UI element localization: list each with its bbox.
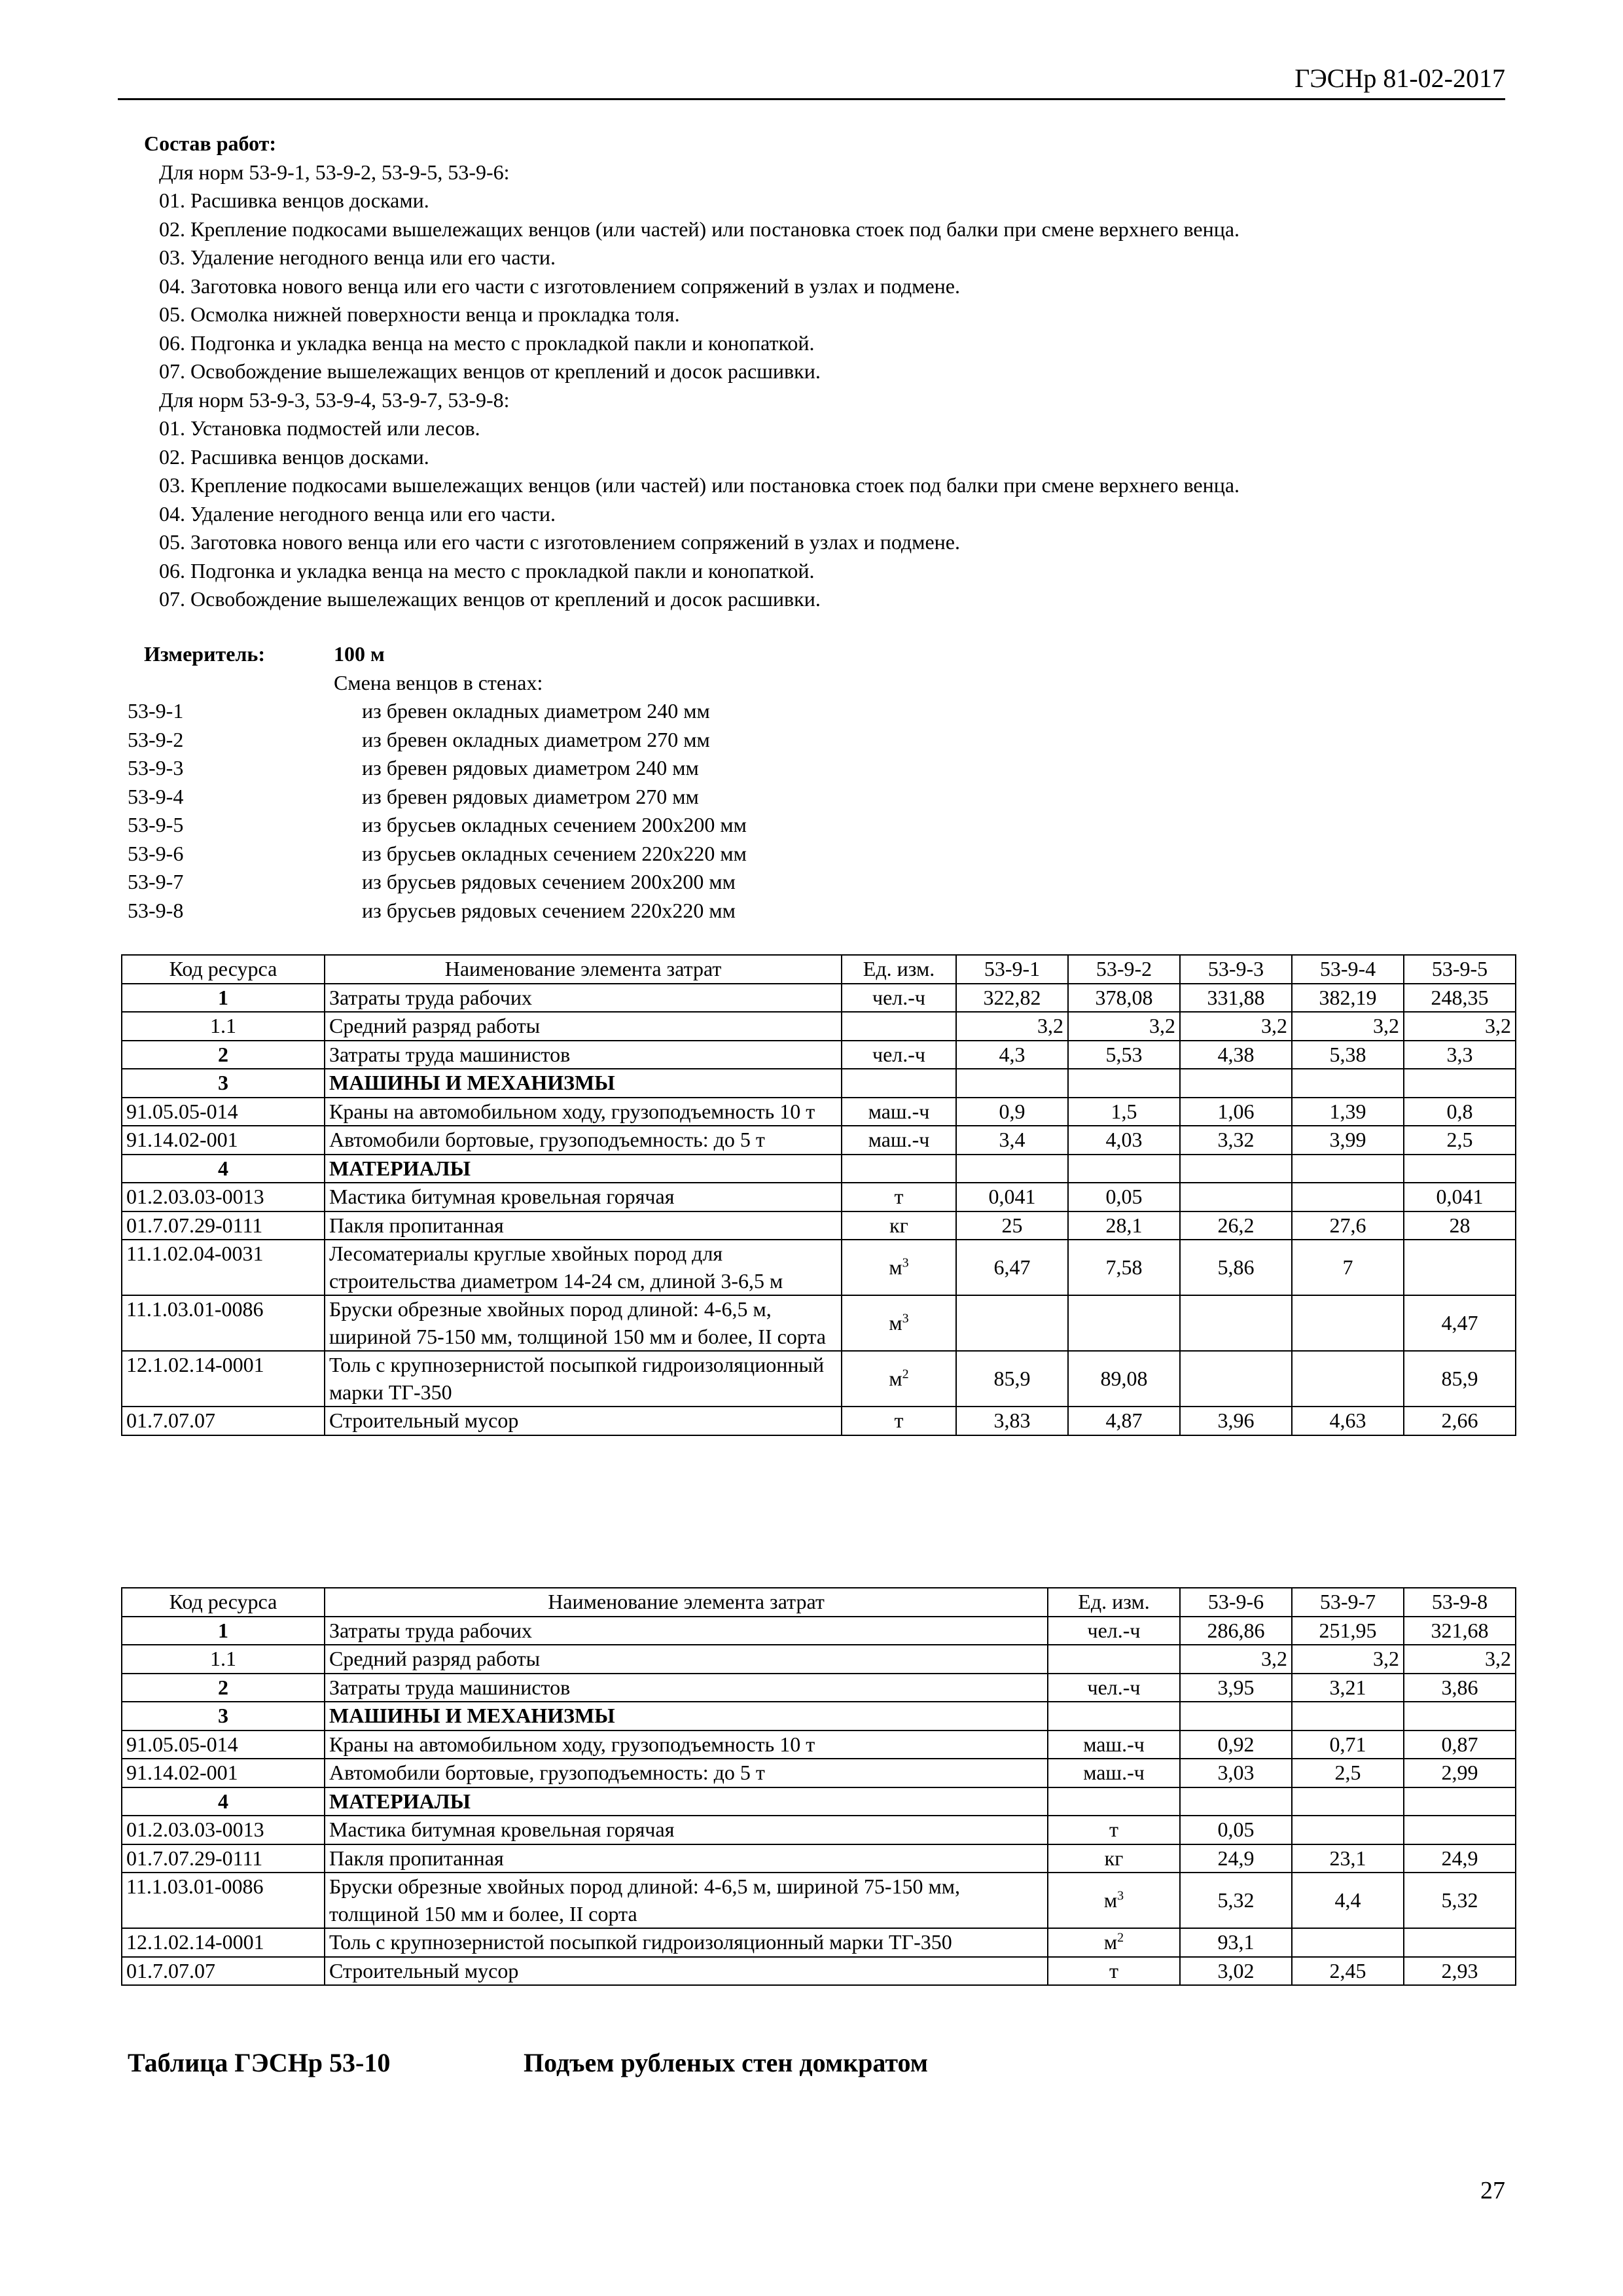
norm-name: из брусьев рядовых сечением 220х220 мм xyxy=(362,898,736,922)
value-cell: 0,87 xyxy=(1404,1731,1516,1759)
value-cell xyxy=(1292,1351,1404,1407)
value-cell xyxy=(1180,1069,1292,1098)
resource-code: 1.1 xyxy=(122,1645,325,1674)
value-cell: 5,38 xyxy=(1292,1041,1404,1069)
resource-name: Средний разряд работы xyxy=(325,1645,1048,1674)
value-cell: 2,93 xyxy=(1404,1957,1516,1986)
resource-code: 01.7.07.29-0111 xyxy=(122,1844,325,1873)
resource-name: Толь с крупнозернистой посыпкой гидроизоляционный марки ТГ-350 xyxy=(325,1928,1048,1957)
value-cell: 3,3 xyxy=(1404,1041,1516,1069)
resource-name: Затраты труда машинистов xyxy=(325,1041,842,1069)
value-cell xyxy=(1404,1928,1516,1957)
value-cell xyxy=(1180,1155,1292,1183)
value-cell: 0,05 xyxy=(1068,1183,1180,1211)
resource-name: МАТЕРИАЛЫ xyxy=(325,1155,842,1183)
resource-code: 91.14.02-001 xyxy=(122,1126,325,1155)
resource-code: 91.05.05-014 xyxy=(122,1098,325,1126)
resource-code: 11.1.03.01-0086 xyxy=(122,1873,325,1928)
value-cell: 3,2 xyxy=(1180,1012,1292,1041)
norm-name: из бревен рядовых диаметром 240 мм xyxy=(362,756,699,780)
resource-code: 3 xyxy=(122,1069,325,1098)
work-line: 01. Установка подмостей или лесов. xyxy=(159,416,480,440)
column-header: 53-9-1 xyxy=(956,955,1068,984)
resource-name: МАТЕРИАЛЫ xyxy=(325,1787,1048,1816)
value-cell: 0,8 xyxy=(1404,1098,1516,1126)
value-cell: 2,5 xyxy=(1292,1759,1404,1787)
value-cell xyxy=(1180,1295,1292,1351)
value-cell: 1,5 xyxy=(1068,1098,1180,1126)
column-header: 53-9-6 xyxy=(1180,1588,1292,1617)
value-cell xyxy=(1180,1787,1292,1816)
unit-cell: $м^2$ xyxy=(1048,1928,1180,1957)
table-row xyxy=(122,1183,1516,1211)
resource-name: Затраты труда рабочих xyxy=(325,1617,1048,1645)
value-cell: 1,06 xyxy=(1180,1098,1292,1126)
value-cell xyxy=(1292,1928,1404,1957)
resource-name: Пакля пропитанная xyxy=(325,1844,1048,1873)
value-cell: 3,02 xyxy=(1180,1957,1292,1986)
unit-cell: т xyxy=(1048,1816,1180,1844)
resource-name: Строительный мусор xyxy=(325,1407,842,1435)
resource-code: 01.7.07.29-0111 xyxy=(122,1211,325,1240)
resource-code: 01.7.07.07 xyxy=(122,1407,325,1435)
value-cell xyxy=(1404,1816,1516,1844)
resource-code: 2 xyxy=(122,1041,325,1069)
value-cell: 382,19 xyxy=(1292,984,1404,1013)
work-composition xyxy=(144,130,1240,614)
value-cell: 4,03 xyxy=(1068,1126,1180,1155)
value-cell: 378,08 xyxy=(1068,984,1180,1013)
unit-cell xyxy=(842,1155,956,1183)
value-cell: 3,2 xyxy=(1180,1645,1292,1674)
value-cell: 2,5 xyxy=(1404,1126,1516,1155)
value-cell xyxy=(1180,1351,1292,1407)
resource-name: МАШИНЫ И МЕХАНИЗМЫ xyxy=(325,1702,1048,1731)
value-cell xyxy=(1068,1069,1180,1098)
next-table-heading xyxy=(128,2047,928,2078)
value-cell: 0,92 xyxy=(1180,1731,1292,1759)
value-cell: 3,03 xyxy=(1180,1759,1292,1787)
value-cell: 286,86 xyxy=(1180,1617,1292,1645)
work-line: 01. Расшивка венцов досками. xyxy=(159,188,429,212)
page-number: 27 xyxy=(1480,2177,1505,2204)
table-row xyxy=(122,1012,1516,1041)
work-line: 05. Заготовка нового венца или его части с изготовлением сопряжений в узлах и подмене. xyxy=(159,530,960,554)
work-line: 07. Освобождение вышележащих венцов от креплений и досок расшивки. xyxy=(159,587,821,611)
column-header: 53-9-8 xyxy=(1404,1588,1516,1617)
value-cell: 3,32 xyxy=(1180,1126,1292,1155)
measure-subtitle: Смена венцов в стенах: xyxy=(334,670,543,694)
unit-cell: т xyxy=(842,1407,956,1435)
work-line: 04. Удаление негодного венца или его части. xyxy=(159,501,556,526)
norm-code: 53-9-4 xyxy=(128,784,184,808)
table-row xyxy=(122,1351,1516,1407)
value-cell: 4,4 xyxy=(1292,1873,1404,1928)
table-row xyxy=(122,1240,1516,1295)
value-cell: 3,2 xyxy=(1292,1645,1404,1674)
unit-cell: маш.-ч xyxy=(1048,1759,1180,1787)
value-cell: 23,1 xyxy=(1292,1844,1404,1873)
value-cell: 2,66 xyxy=(1404,1407,1516,1435)
value-cell: 3,4 xyxy=(956,1126,1068,1155)
value-cell xyxy=(1292,1069,1404,1098)
unit-cell xyxy=(842,1069,956,1098)
norm-name: из брусьев окладных сечением 220х220 мм xyxy=(362,841,747,865)
value-cell: 321,68 xyxy=(1404,1617,1516,1645)
column-header: 53-9-5 xyxy=(1404,955,1516,984)
value-cell: 251,95 xyxy=(1292,1617,1404,1645)
column-header: 53-9-7 xyxy=(1292,1588,1404,1617)
table-row xyxy=(122,1928,1516,1957)
table-row xyxy=(122,1873,1516,1928)
next-table-label: Таблица ГЭСНр 53-10 xyxy=(128,2048,391,2077)
unit-cell: маш.-ч xyxy=(1048,1731,1180,1759)
unit-cell: чел.-ч xyxy=(1048,1674,1180,1702)
value-cell: 2,45 xyxy=(1292,1957,1404,1986)
unit-cell: т xyxy=(1048,1957,1180,1986)
value-cell: 322,82 xyxy=(956,984,1068,1013)
work-line: 03. Крепление подкосами вышележащих венцов (или частей) или постановка стоек под балки при смене верхнего венца. xyxy=(159,473,1240,497)
work-line: Для норм 53-9-3, 53-9-4, 53-9-7, 53-9-8: xyxy=(159,387,510,412)
value-cell: 85,9 xyxy=(1404,1351,1516,1407)
norm-name: из бревен окладных диаметром 240 мм xyxy=(362,699,710,723)
resource-code: 4 xyxy=(122,1787,325,1816)
resource-code: 01.2.03.03-0013 xyxy=(122,1183,325,1211)
norm-code: 53-9-3 xyxy=(128,756,184,780)
value-cell xyxy=(1292,1816,1404,1844)
resource-name: МАШИНЫ И МЕХАНИЗМЫ xyxy=(325,1069,842,1098)
unit-cell xyxy=(1048,1645,1180,1674)
unit-cell: маш.-ч xyxy=(842,1126,956,1155)
norm-code: 53-9-7 xyxy=(128,870,184,893)
resource-code: 1 xyxy=(122,984,325,1013)
value-cell: 0,9 xyxy=(956,1098,1068,1126)
value-cell: 3,2 xyxy=(1404,1645,1516,1674)
unit-cell xyxy=(1048,1787,1180,1816)
work-line: Для норм 53-9-1, 53-9-2, 53-9-5, 53-9-6: xyxy=(159,160,510,184)
norm-code: 53-9-1 xyxy=(128,699,184,723)
value-cell: 5,86 xyxy=(1180,1240,1292,1295)
resource-table-1 xyxy=(121,954,1516,1436)
resource-code: 11.1.02.04-0031 xyxy=(122,1240,325,1295)
norm-code: 53-9-2 xyxy=(128,727,184,751)
unit-cell: чел.-ч xyxy=(842,1041,956,1069)
running-header xyxy=(118,63,1505,100)
document-code: ГЭСНр 81-02-2017 xyxy=(1294,63,1505,93)
norm-code: 53-9-8 xyxy=(128,898,184,922)
column-header: Код ресурса xyxy=(122,1588,325,1617)
measure-label: Измеритель: xyxy=(144,642,265,666)
value-cell: 25 xyxy=(956,1211,1068,1240)
resource-code: 12.1.02.14-0001 xyxy=(122,1351,325,1407)
unit-cell: т xyxy=(842,1183,956,1211)
resource-code: 2 xyxy=(122,1674,325,1702)
unit-cell: маш.-ч xyxy=(842,1098,956,1126)
value-cell xyxy=(1180,1702,1292,1731)
value-cell: 3,2 xyxy=(1404,1012,1516,1041)
value-cell: 3,2 xyxy=(1292,1012,1404,1041)
resource-code: 01.2.03.03-0013 xyxy=(122,1816,325,1844)
value-cell: 27,6 xyxy=(1292,1211,1404,1240)
work-line: 02. Расшивка венцов досками. xyxy=(159,444,429,469)
table-row xyxy=(122,984,1516,1013)
measure-unit: 100 м xyxy=(334,642,385,666)
resource-code: 11.1.03.01-0086 xyxy=(122,1295,325,1351)
table-row xyxy=(122,1731,1516,1759)
column-header: 53-9-4 xyxy=(1292,955,1404,984)
table-row xyxy=(122,1041,1516,1069)
table-row xyxy=(122,1098,1516,1126)
table-row xyxy=(122,1787,1516,1816)
value-cell: 1,39 xyxy=(1292,1098,1404,1126)
value-cell xyxy=(1292,1183,1404,1211)
resource-name: Затраты труда машинистов xyxy=(325,1674,1048,1702)
value-cell xyxy=(1180,1183,1292,1211)
resource-name: Толь с крупнозернистой посыпкой гидроизоляционный марки ТГ-350 xyxy=(325,1351,842,1407)
resource-name: Автомобили бортовые, грузоподъемность: до 5 т xyxy=(325,1759,1048,1787)
unit-cell xyxy=(1048,1702,1180,1731)
value-cell xyxy=(956,1069,1068,1098)
resource-code: 1 xyxy=(122,1617,325,1645)
value-cell: 331,88 xyxy=(1180,984,1292,1013)
value-cell xyxy=(1292,1702,1404,1731)
resource-code: 3 xyxy=(122,1702,325,1731)
table-row xyxy=(122,1957,1516,1986)
unit-cell: чел.-ч xyxy=(842,984,956,1013)
table-row xyxy=(122,1069,1516,1098)
resource-code: 91.05.05-014 xyxy=(122,1731,325,1759)
value-cell: 4,87 xyxy=(1068,1407,1180,1435)
value-cell: 248,35 xyxy=(1404,984,1516,1013)
work-line: 06. Подгонка и укладка венца на место с прокладкой пакли и конопаткой. xyxy=(159,558,815,583)
value-cell: 89,08 xyxy=(1068,1351,1180,1407)
value-cell: 5,32 xyxy=(1180,1873,1292,1928)
value-cell: 3,2 xyxy=(956,1012,1068,1041)
resource-name: Бруски обрезные хвойных пород длиной: 4-6,5 м, шириной 75-150 мм, толщиной 150 мм и более, II сорта xyxy=(325,1295,842,1351)
resource-name: Средний разряд работы xyxy=(325,1012,842,1041)
work-heading: Состав работ: xyxy=(144,132,277,155)
value-cell: 3,83 xyxy=(956,1407,1068,1435)
unit-cell: $м^3$ xyxy=(842,1295,956,1351)
next-table-title: Подъем рубленых стен домкратом xyxy=(524,2048,928,2077)
unit-cell: чел.-ч xyxy=(1048,1617,1180,1645)
table-row xyxy=(122,1759,1516,1787)
value-cell: 24,9 xyxy=(1180,1844,1292,1873)
unit-cell: $м^3$ xyxy=(1048,1873,1180,1928)
value-cell: 85,9 xyxy=(956,1351,1068,1407)
value-cell xyxy=(1404,1069,1516,1098)
table-row xyxy=(122,1844,1516,1873)
norm-name: из бревен окладных диаметром 270 мм xyxy=(362,727,710,751)
value-cell xyxy=(1404,1702,1516,1731)
work-line: 05. Осмолка нижней поверхности венца и прокладка толя. xyxy=(159,302,680,326)
work-line: 07. Освобождение вышележащих венцов от креплений и досок расшивки. xyxy=(159,359,821,383)
value-cell: 3,96 xyxy=(1180,1407,1292,1435)
resource-name: Лесоматериалы круглые хвойных пород для строительства диаметром 14-24 см, длиной 3-6,5 м xyxy=(325,1240,842,1295)
resource-code: 12.1.02.14-0001 xyxy=(122,1928,325,1957)
unit-cell: кг xyxy=(842,1211,956,1240)
value-cell: 4,63 xyxy=(1292,1407,1404,1435)
table-row xyxy=(122,1617,1516,1645)
unit-cell: кг xyxy=(1048,1844,1180,1873)
value-cell: 0,041 xyxy=(956,1183,1068,1211)
value-cell: 2,99 xyxy=(1404,1759,1516,1787)
resource-code: 4 xyxy=(122,1155,325,1183)
unit-cell xyxy=(842,1012,956,1041)
resource-name: Мастика битумная кровельная горячая xyxy=(325,1183,842,1211)
value-cell xyxy=(1404,1787,1516,1816)
table-row xyxy=(122,1407,1516,1435)
value-cell: 24,9 xyxy=(1404,1844,1516,1873)
value-cell: 5,32 xyxy=(1404,1873,1516,1928)
norm-code: 53-9-5 xyxy=(128,813,184,836)
value-cell xyxy=(1404,1240,1516,1295)
value-cell xyxy=(956,1295,1068,1351)
value-cell xyxy=(1404,1155,1516,1183)
table-row xyxy=(122,1645,1516,1674)
value-cell: 28 xyxy=(1404,1211,1516,1240)
norm-name: из брусьев окладных сечением 200х200 мм xyxy=(362,813,747,836)
resource-name: Краны на автомобильном ходу, грузоподъемность 10 т xyxy=(325,1731,1048,1759)
resource-name: Затраты труда рабочих xyxy=(325,984,842,1013)
column-header: 53-9-2 xyxy=(1068,955,1180,984)
work-lines xyxy=(144,158,1240,614)
table-row xyxy=(122,1126,1516,1155)
value-cell: 5,53 xyxy=(1068,1041,1180,1069)
value-cell: 6,47 xyxy=(956,1240,1068,1295)
value-cell: 93,1 xyxy=(1180,1928,1292,1957)
value-cell xyxy=(1068,1155,1180,1183)
resource-name: Краны на автомобильном ходу, грузоподъемность 10 т xyxy=(325,1098,842,1126)
column-header: Код ресурса xyxy=(122,955,325,984)
norm-name: из бревен рядовых диаметром 270 мм xyxy=(362,784,699,808)
table-row xyxy=(122,1674,1516,1702)
value-cell xyxy=(1292,1787,1404,1816)
column-header: Наименование элемента затрат xyxy=(325,1588,1048,1617)
column-header: Ед. изм. xyxy=(842,955,956,984)
value-cell xyxy=(1068,1295,1180,1351)
value-cell: 7,58 xyxy=(1068,1240,1180,1295)
value-cell: 26,2 xyxy=(1180,1211,1292,1240)
resource-name: Автомобили бортовые, грузоподъемность: до 5 т xyxy=(325,1126,842,1155)
table-row xyxy=(122,1702,1516,1731)
resource-name: Бруски обрезные хвойных пород длиной: 4-6,5 м, шириной 75-150 мм, толщиной 150 мм и более, II сорта xyxy=(325,1873,1048,1928)
work-line: 03. Удаление негодного венца или его части. xyxy=(159,245,556,269)
table-row xyxy=(122,1295,1516,1351)
resource-code: 91.14.02-001 xyxy=(122,1759,325,1787)
table-row xyxy=(122,1155,1516,1183)
value-cell: 28,1 xyxy=(1068,1211,1180,1240)
work-line: 06. Подгонка и укладка венца на место с прокладкой пакли и конопаткой. xyxy=(159,331,815,355)
column-header: Наименование элемента затрат xyxy=(325,955,842,984)
unit-cell: $м^3$ xyxy=(842,1240,956,1295)
norm-code: 53-9-6 xyxy=(128,841,184,865)
resource-code: 1.1 xyxy=(122,1012,325,1041)
value-cell xyxy=(1292,1295,1404,1351)
value-cell xyxy=(1292,1155,1404,1183)
value-cell: 3,2 xyxy=(1068,1012,1180,1041)
value-cell: 4,3 xyxy=(956,1041,1068,1069)
resource-code: 01.7.07.07 xyxy=(122,1957,325,1986)
value-cell xyxy=(956,1155,1068,1183)
value-cell: 3,86 xyxy=(1404,1674,1516,1702)
norm-name: из брусьев рядовых сечением 200х200 мм xyxy=(362,870,736,893)
unit-cell: $м^2$ xyxy=(842,1351,956,1407)
value-cell: 3,95 xyxy=(1180,1674,1292,1702)
value-cell: 7 xyxy=(1292,1240,1404,1295)
column-header: 53-9-3 xyxy=(1180,955,1292,984)
work-line: 04. Заготовка нового венца или его части с изготовлением сопряжений в узлах и подмене. xyxy=(159,274,960,298)
column-header: Ед. изм. xyxy=(1048,1588,1180,1617)
work-line: 02. Крепление подкосами вышележащих венцов (или частей) или постановка стоек под балки при смене верхнего венца. xyxy=(159,217,1240,241)
resource-name: Строительный мусор xyxy=(325,1957,1048,1986)
value-cell: 0,71 xyxy=(1292,1731,1404,1759)
value-cell: 4,47 xyxy=(1404,1295,1516,1351)
value-cell: 0,041 xyxy=(1404,1183,1516,1211)
value-cell: 3,99 xyxy=(1292,1126,1404,1155)
resource-table-2 xyxy=(121,1587,1516,1986)
resource-name: Пакля пропитанная xyxy=(325,1211,842,1240)
value-cell: 0,05 xyxy=(1180,1816,1292,1844)
table-row xyxy=(122,1211,1516,1240)
value-cell: 3,21 xyxy=(1292,1674,1404,1702)
value-cell: 4,38 xyxy=(1180,1041,1292,1069)
table-row xyxy=(122,1816,1516,1844)
resource-name: Мастика битумная кровельная горячая xyxy=(325,1816,1048,1844)
